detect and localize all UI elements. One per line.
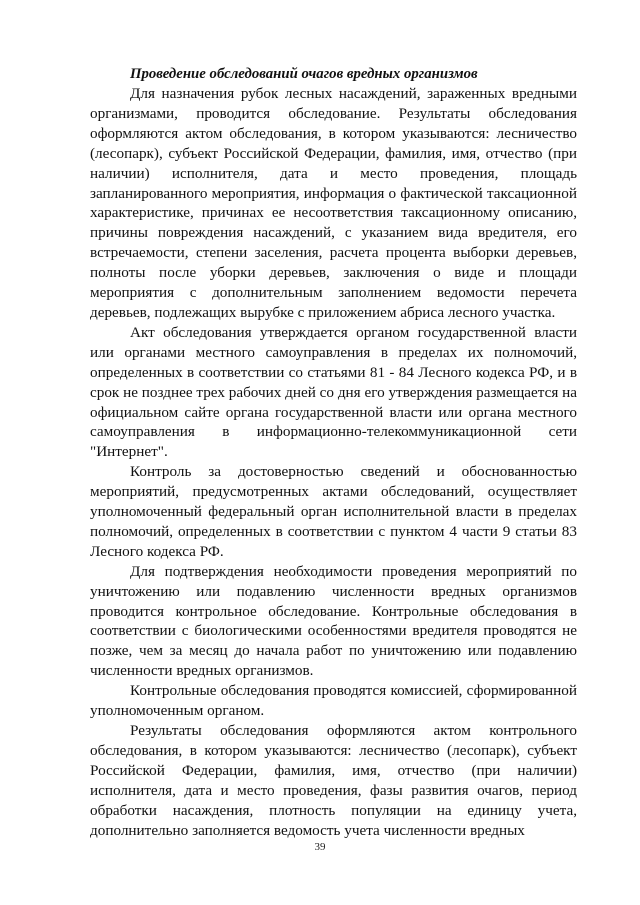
paragraph-act-approval: Акт обследования утверждается органом государственной власти или органами местного самоуправления в пределах их полномочий, определенных в соответствии со статьями 81 - 84 Лесного кодекса РФ, и в срок не позднее трех рабочих дней со дня его утверждения размещается на официальном сайте органа государственной власти или органа местного самоуправления в информационно-телекоммуникационной сети "Интернет". <box>90 323 577 461</box>
paragraph-commission: Контрольные обследования проводятся комиссией, сформированной уполномоченным органом. <box>90 682 577 720</box>
paragraph-control: Контроль за достоверностью сведений и обоснованностью мероприятий, предусмотренных актами обследований, осуществляет уполномоченный федеральный орган исполнительной власти в пределах полномочий, определенных в соответствии с пунктом 4 части 9 статьи 83 Лесного кодекса РФ. <box>90 463 577 560</box>
document-body <box>90 64 577 840</box>
paragraph-control-survey: Для подтверждения необходимости проведения мероприятий по уничтожению или подавлению численности вредных организмов проводится контрольное обследование. Контрольные обследования в соответствии с биологическими особенностями вредителя проводятся не позже, чем за месяц до начала работ по уничтожению или подавлению численности вредных организмов. <box>90 562 577 680</box>
page-number: 39 <box>314 841 326 853</box>
paragraph-control-results: Результаты обследования оформляются актом контрольного обследования, в котором указываются: лесничество (лесопарк), субъект Российской Федерации, фамилия, имя, отчество (при наличии) исполнителя, дата и место проведения, фазы развития очагов, период обработки насаждения, плотность популяции на единицу учета, дополнительно заполняется ведомость учета численности вредных <box>90 722 577 839</box>
section-heading: Проведение обследований очагов вредных организмов <box>130 66 478 82</box>
paragraph-survey-results: Для назначения рубок лесных насаждений, зараженных вредными организмами, проводится обследование. Результаты обследования оформляются актом обследования, в котором указываются: лесничество (лесопарк), субъект Российской Федерации, фамилия, имя, отчество (при наличии) исполнителя, дата и место проведения, площадь запланированного мероприятия, информация о фактической таксационной характеристике, причинах ее несоответствия таксационному описанию, причины повреждения насаждений, с указанием вида вредителя, его встречаемости, степени заселения, расчета процента выборки деревьев, полноты после уборки деревьев, заключения о виде и площади мероприятия с дополнительным заполнением ведомости перечета деревьев, подлежащих вырубке с приложением абриса лесного участка. <box>90 85 577 321</box>
